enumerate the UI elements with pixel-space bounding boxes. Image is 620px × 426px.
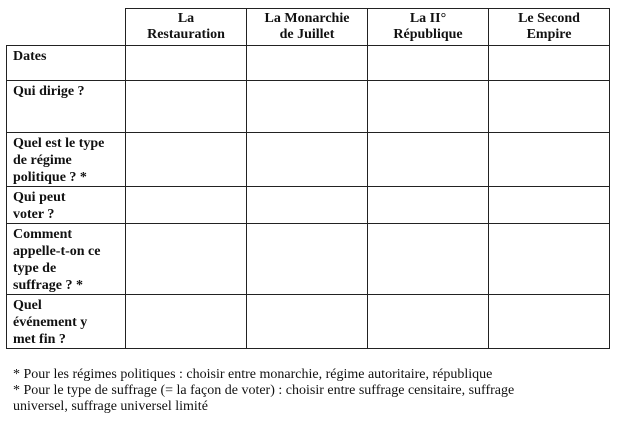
table-row-type-de-suffrage <box>7 224 610 295</box>
answer-cell[interactable] <box>368 224 489 295</box>
answer-cell[interactable] <box>489 224 610 295</box>
answer-cell[interactable] <box>489 81 610 133</box>
answer-cell[interactable] <box>126 81 247 133</box>
table-row-evenement-fin <box>7 295 610 349</box>
row-header-line: suffrage ? * <box>13 278 83 293</box>
footnote-suffrage-line: * Pour le type de suffrage (= la façon de voter) : choisir entre suffrage censitaire, suffrage <box>13 383 515 398</box>
answer-cell[interactable] <box>489 187 610 224</box>
column-header-line: Restauration <box>147 27 225 42</box>
header-row <box>7 9 610 46</box>
answer-cell[interactable] <box>489 133 610 187</box>
row-header-line: Quel est le type <box>13 136 105 151</box>
column-header-monarchie-de-juillet <box>247 9 368 46</box>
row-header-line: Dates <box>13 49 47 64</box>
row-header-line: voter ? <box>13 207 55 222</box>
column-header-second-empire <box>489 9 610 46</box>
row-header-line: événement y <box>13 315 88 330</box>
column-header-line: La <box>177 11 195 26</box>
row-header-evenement-fin <box>7 295 126 349</box>
row-header-line: de régime <box>13 153 72 168</box>
column-header-line: République <box>393 27 463 42</box>
answer-cell[interactable] <box>368 187 489 224</box>
answer-cell[interactable] <box>368 133 489 187</box>
column-header-restauration <box>126 9 247 46</box>
row-header-line: appelle-t-on ce <box>13 244 101 259</box>
row-header-line: Qui peut <box>13 190 66 205</box>
table-row-qui-peut-voter <box>7 187 610 224</box>
row-header-type-de-regime <box>7 133 126 187</box>
answer-cell[interactable] <box>247 187 368 224</box>
answer-cell[interactable] <box>368 46 489 81</box>
row-header-line: met fin ? <box>13 332 66 347</box>
column-header-line: Empire <box>526 27 572 42</box>
answer-cell[interactable] <box>126 187 247 224</box>
footnote-regimes: * Pour les régimes politiques : choisir entre monarchie, régime autoritaire, république <box>13 367 493 382</box>
answer-cell[interactable] <box>368 81 489 133</box>
row-header-line: type de <box>13 261 57 276</box>
column-header-line: La Monarchie <box>264 11 350 26</box>
answer-cell[interactable] <box>489 295 610 349</box>
answer-cell[interactable] <box>247 295 368 349</box>
column-header-line: de Juillet <box>279 27 335 42</box>
answer-cell[interactable] <box>126 295 247 349</box>
row-header-line: politique ? * <box>13 170 87 185</box>
row-header-line: Qui dirige ? <box>13 84 85 99</box>
answer-cell[interactable] <box>126 133 247 187</box>
row-header-dates <box>7 46 126 81</box>
footnotes <box>13 367 613 415</box>
answer-cell[interactable] <box>126 224 247 295</box>
answer-cell[interactable] <box>368 295 489 349</box>
row-header-qui-peut-voter <box>7 187 126 224</box>
table-row-qui-dirige <box>7 81 610 133</box>
column-header-line: La II° <box>409 11 447 26</box>
corner-cell <box>7 9 126 46</box>
row-header-line: Quel <box>13 298 42 313</box>
row-header-type-de-suffrage <box>7 224 126 295</box>
table-row-dates <box>7 46 610 81</box>
column-header-line: Le Second <box>518 11 580 26</box>
answer-cell[interactable] <box>489 46 610 81</box>
answer-cell[interactable] <box>247 46 368 81</box>
answer-cell[interactable] <box>247 81 368 133</box>
history-worksheet-table <box>6 8 610 349</box>
row-header-qui-dirige <box>7 81 126 133</box>
row-header-line: Comment <box>13 227 73 242</box>
answer-cell[interactable] <box>247 133 368 187</box>
table-row-type-de-regime <box>7 133 610 187</box>
footnote-suffrage-line: universel, suffrage universel limité <box>13 399 208 414</box>
answer-cell[interactable] <box>247 224 368 295</box>
footnote-suffrage <box>13 383 613 415</box>
answer-cell[interactable] <box>126 46 247 81</box>
column-header-deuxieme-republique <box>368 9 489 46</box>
